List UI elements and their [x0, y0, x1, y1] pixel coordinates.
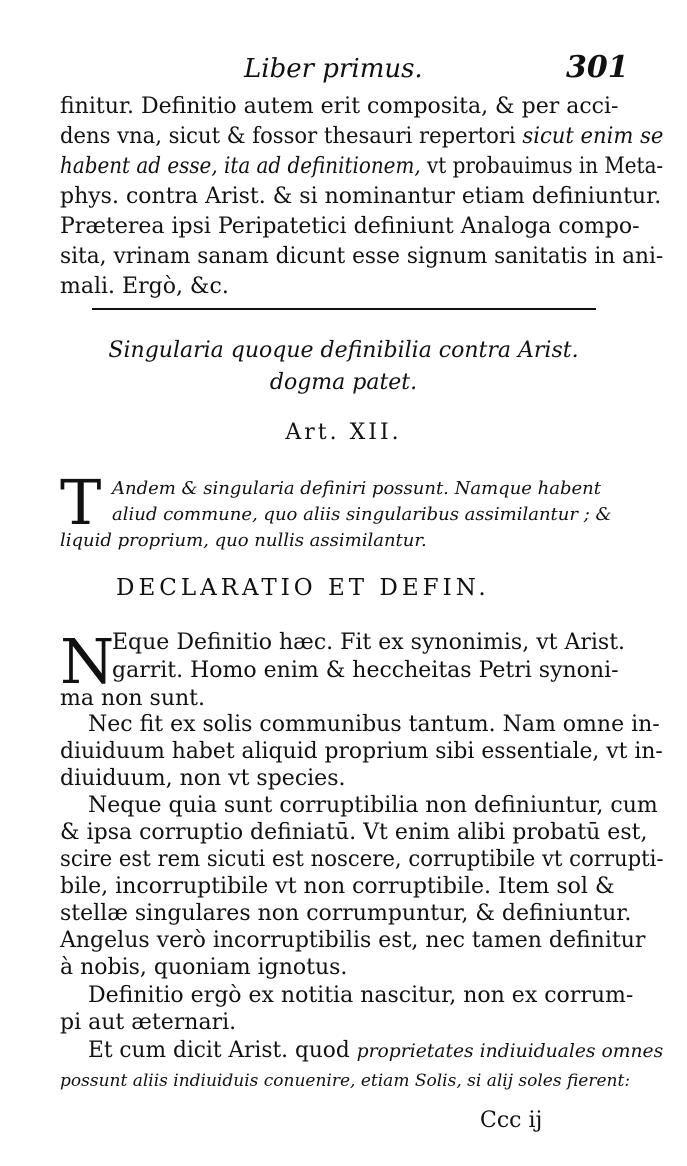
text-line: mali. Ergò, &c.: [60, 274, 229, 299]
body-line: bile, incorruptibile vt non corruptibile. Item sol &: [60, 874, 615, 899]
body-line: Eque Definitio hæc. Fit ex synonimis, vt Arist.: [112, 630, 626, 655]
section-heading: Singularia quoque definibilia contra Arist.: [108, 338, 579, 363]
body-line: possunt aliis indiuiduis conuenire, etiam Solis, si alij soles fierent:: [60, 1071, 631, 1091]
text-line: habent ad esse, ita ad definitionem, vt probauimus in Meta-: [60, 154, 664, 179]
thesis-line: Andem & singularia definiri possunt. Namque habent: [112, 478, 601, 499]
article-label: Art. XII.: [285, 420, 402, 445]
italic-phrase: sicut enim se: [522, 124, 664, 149]
body-line: scire est rem sicuti est noscere, corruptibile vt corrupti-: [60, 847, 664, 872]
body-line: & ipsa corruptio definiatū. Vt enim alibi probatū est,: [60, 820, 648, 845]
text-line: phys. contra Arist. & si nominantur etiam definiuntur.: [60, 184, 662, 209]
drop-initial: N: [60, 625, 115, 698]
body-line: à nobis, quoniam ignotus.: [60, 955, 348, 980]
body-line: pi aut æternari.: [60, 1010, 237, 1035]
thesis-line: aliud commune, quo aliis singularibus assimilantur ; &: [112, 504, 612, 525]
drop-initial: T: [60, 466, 102, 539]
signature-mark: Ccc ij: [480, 1108, 543, 1133]
body-line: ma non sunt.: [60, 686, 206, 711]
text-line: Præterea ipsi Peripatetici definiunt Analoga compo-: [60, 214, 640, 239]
text-line: dens vna, sicut & fossor thesauri repertori sicut enim se: [60, 124, 664, 149]
body-line: Et cum dicit Arist. quod proprietates indiuiduales omnes: [88, 1038, 664, 1063]
body-line: Angelus verò incorruptibilis est, nec tamen definitur: [60, 928, 646, 953]
body-line: stellæ singulares non corrumpuntur, & definiuntur.: [60, 901, 632, 926]
text-line: finitur. Definitio autem erit composita, & per acci-: [60, 94, 619, 119]
section-heading: dogma patet.: [269, 370, 418, 395]
body-line: Nec fit ex solis communibus tantum. Nam omne in-: [88, 712, 660, 737]
body-line: Definitio ergò ex notitia nascitur, non ex corrum-: [88, 983, 634, 1008]
section-rule: [92, 308, 596, 310]
thesis-line: liquid proprium, quo nullis assimilantur.: [60, 530, 427, 551]
italic-phrase: proprietates indiuiduales omnes: [356, 1040, 664, 1062]
italic-phrase: habent ad esse, ita ad definitionem,: [60, 154, 421, 179]
body-line: diuiduum, non vt species.: [60, 766, 346, 791]
page-number: 301: [566, 50, 629, 85]
body-line: diuiduum habet aliquid proprium sibi essentiale, vt in-: [60, 739, 663, 764]
body-line: garrit. Homo enim & heccheitas Petri synoni-: [112, 658, 619, 683]
text-line: sita, vrinam sanam dicunt esse signum sanitatis in ani-: [60, 244, 664, 269]
subsection-heading: DECLARATIO ET DEFIN.: [116, 575, 490, 601]
body-line: Neque quia sunt corruptibilia non definiuntur, cum: [88, 793, 658, 818]
running-header-title: Liber primus.: [244, 54, 423, 84]
